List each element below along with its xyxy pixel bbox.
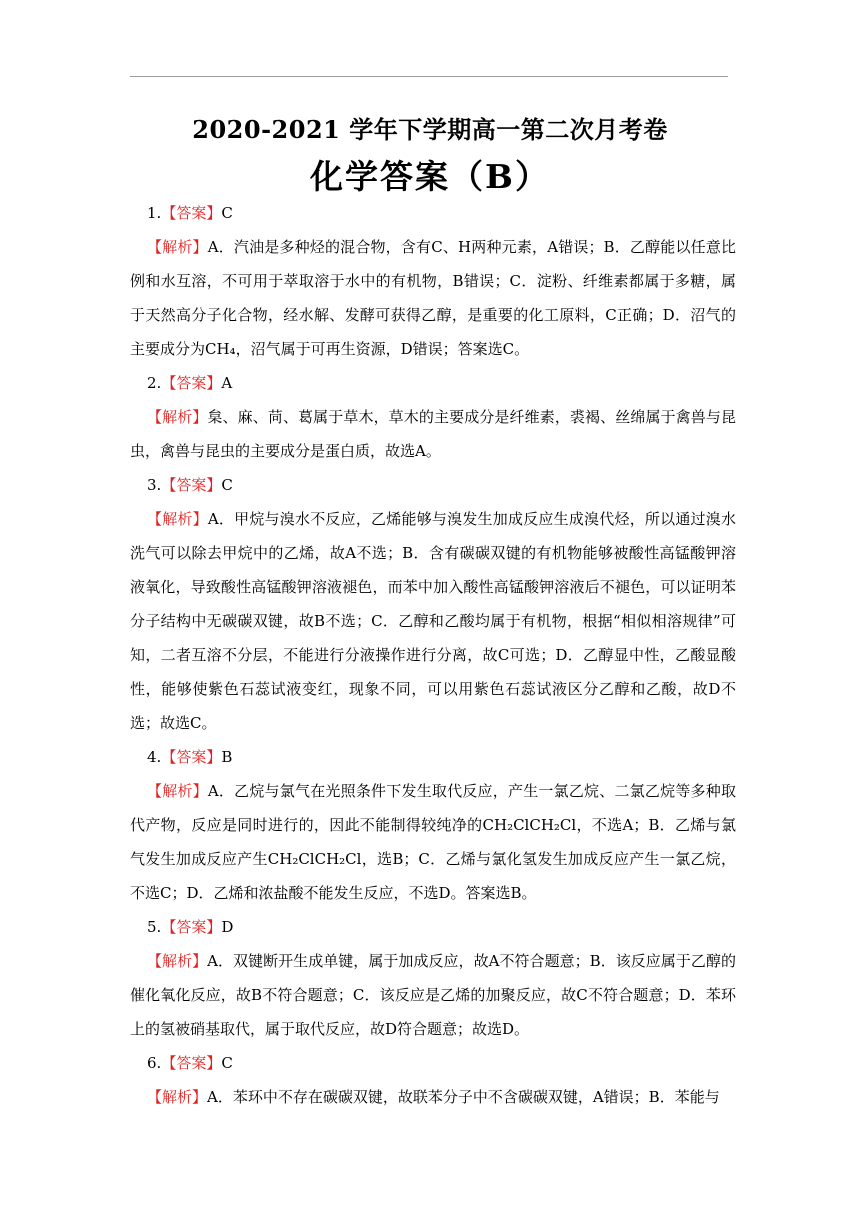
analysis-paragraph xyxy=(130,230,736,366)
answer-value: A xyxy=(221,374,233,392)
analysis-paragraph xyxy=(130,502,736,740)
answer-value: C xyxy=(221,1054,233,1072)
analysis-tag: 【解析】 xyxy=(147,238,208,256)
answer-line xyxy=(130,740,736,774)
analysis-paragraph xyxy=(130,944,736,1046)
answer-line xyxy=(130,196,736,230)
answer-value: D xyxy=(221,918,234,936)
answer-line xyxy=(130,468,736,502)
answer-key-title: 化学答案（B） xyxy=(310,157,550,196)
analysis-tag: 【解析】 xyxy=(147,1088,208,1106)
question-block xyxy=(130,1046,736,1114)
answer-line xyxy=(130,366,736,400)
analysis-text: A．乙烷与氯气在光照条件下发生取代反应，产生一氯乙烷、二氯乙烷等多种取代产物，反应是同时进行的，因此不能制得较纯净的CH₂ClCH₂Cl，不选A；B．乙烯与氯气发生加成反应产生CH₂ClCH₂Cl，选B；C．乙烯与氯化氢发生加成反应产生一氯乙烷，不选C；D．乙烯和浓盐酸不能发生反应，不选D。答案选B。 xyxy=(130,782,736,902)
analysis-text: A．苯环中不存在碳碳双键，故联苯分子中不含碳碳双键，A错误；B．苯能与 xyxy=(207,1088,720,1106)
answer-value: B xyxy=(221,748,233,766)
analysis-paragraph xyxy=(130,774,736,910)
answer-tag: 【答案】 xyxy=(161,918,222,936)
answer-tag: 【答案】 xyxy=(161,748,222,766)
analysis-text: A．双键断开生成单键，属于加成反应，故A不符合题意；B．该反应属于乙醇的催化氧化反应，故B不符合题意；C．该反应是乙烯的加聚反应，故C不符合题意；D．苯环上的氢被硝基取代，属于取代反应，故D符合题意；故选D。 xyxy=(130,952,736,1038)
question-block xyxy=(130,196,736,366)
question-number: 5. xyxy=(147,918,162,936)
answer-line xyxy=(130,1046,736,1080)
analysis-tag: 【解析】 xyxy=(147,952,208,970)
analysis-text: 枲、麻、苘、葛属于草木，草木的主要成分是纤维素，裘褐、丝绵属于禽兽与昆虫，禽兽与昆虫的主要成分是蛋白质，故选A。 xyxy=(130,408,736,460)
question-block xyxy=(130,910,736,1046)
analysis-paragraph xyxy=(130,400,736,468)
answer-list xyxy=(130,196,736,1114)
analysis-tag: 【解析】 xyxy=(147,510,208,528)
exam-title: 2020-2021 学年下学期高一第二次月考卷 xyxy=(192,115,668,144)
analysis-text: A．甲烷与溴水不反应，乙烯能够与溴发生加成反应生成溴代烃，所以通过溴水洗气可以除去甲烷中的乙烯，故A不选；B．含有碳碳双键的有机物能够被酸性高锰酸钾溶液氧化，导致酸性高锰酸钾溶液褪色，而苯中加入酸性高锰酸钾溶液后不褪色，可以证明苯分子结构中无碳碳双键，故B不选；C．乙醇和乙酸均属于有机物，根据“相似相溶规律”可知，二者互溶不分层，不能进行分液操作进行分离，故C可选；D．乙醇显中性，乙酸显酸性，能够使紫色石蕊试液变红，现象不同，可以用紫色石蕊试液区分乙醇和乙酸，故D不选；故选C。 xyxy=(130,510,736,732)
question-block xyxy=(130,468,736,740)
header-rule xyxy=(130,76,728,77)
analysis-tag: 【解析】 xyxy=(147,408,208,426)
question-block xyxy=(130,740,736,910)
question-number: 3. xyxy=(147,476,162,494)
analysis-text: A．汽油是多种烃的混合物，含有C、H两种元素，A错误；B．乙醇能以任意比例和水互溶，不可用于萃取溶于水中的有机物，B错误；C．淀粉、纤维素都属于多糖，属于天然高分子化合物，经水解、发酵可获得乙醇，是重要的化工原料，C正确；D．沼气的主要成分为CH₄，沼气属于可再生资源，D错误；答案选C。 xyxy=(130,238,736,358)
answer-tag: 【答案】 xyxy=(161,374,222,392)
question-number: 2. xyxy=(147,374,162,392)
question-number: 6. xyxy=(147,1054,162,1072)
question-number: 4. xyxy=(147,748,162,766)
answer-tag: 【答案】 xyxy=(161,1054,222,1072)
answer-value: C xyxy=(221,476,233,494)
analysis-tag: 【解析】 xyxy=(147,782,208,800)
question-block xyxy=(130,366,736,468)
question-number: 1. xyxy=(147,204,162,222)
answer-line xyxy=(130,910,736,944)
answer-tag: 【答案】 xyxy=(161,204,222,222)
answer-value: C xyxy=(221,204,233,222)
analysis-paragraph xyxy=(130,1080,736,1114)
answer-tag: 【答案】 xyxy=(161,476,222,494)
